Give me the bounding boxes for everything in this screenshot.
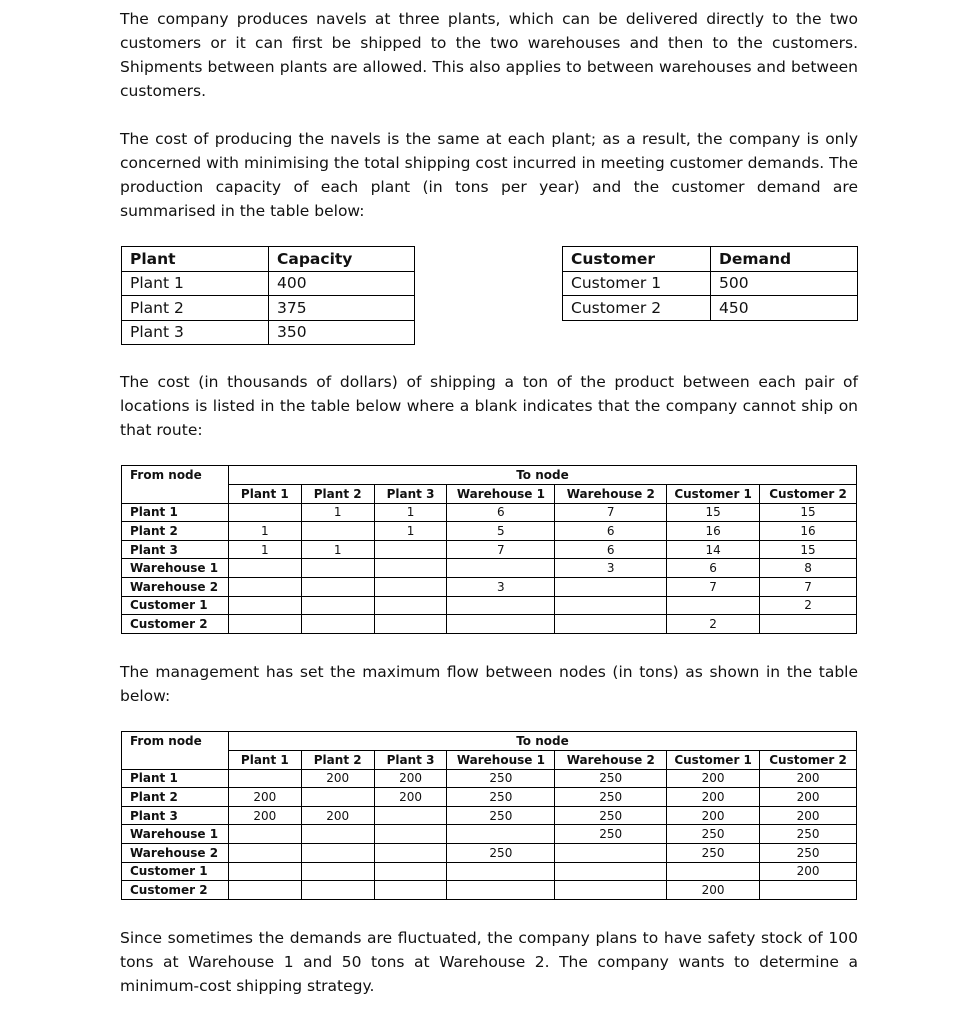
table-cell (374, 806, 447, 825)
table-cell: 200 (667, 769, 760, 788)
table-row (122, 540, 857, 559)
column-header: Customer 1 (667, 485, 760, 504)
table-header-row (563, 247, 858, 272)
table-cell: 1 (228, 540, 301, 559)
table-cell: 200 (667, 788, 760, 807)
table-cell: 200 (760, 806, 857, 825)
table-cell: 16 (760, 522, 857, 541)
table-cell: Plant 1 (122, 271, 269, 296)
table-row (122, 806, 857, 825)
table-cell (228, 559, 301, 578)
table-cell (228, 503, 301, 522)
table-cell: 6 (667, 559, 760, 578)
table-header-row (122, 485, 857, 504)
table-cell: 1 (374, 522, 447, 541)
row-header: Plant 1 (122, 503, 229, 522)
table-cell (301, 559, 374, 578)
shipping-cost-table (121, 465, 857, 634)
row-header: Warehouse 1 (122, 825, 229, 844)
table-cell: 6 (555, 540, 667, 559)
table-row (122, 769, 857, 788)
intro-paragraph: The company produces navels at three plants, which can be delivered directly to the two customers or it can first be shipped to the two warehouses and then to the customers. Shipments between plants are allowed. This also applies to between warehouses and between customers. (120, 10, 858, 100)
column-header: Plant 1 (228, 485, 301, 504)
shipping-cost-paragraph: The cost (in thousands of dollars) of shipping a ton of the product between each pair of locations is listed in the table below where a blank indicates that the company cannot ship on that route: (120, 373, 858, 439)
row-header: Plant 3 (122, 540, 229, 559)
table-row (122, 862, 857, 881)
table-cell (228, 615, 301, 634)
from-node-header: From node (122, 732, 229, 770)
table-header-row (122, 466, 857, 485)
table-cell (301, 788, 374, 807)
table-cell: 250 (447, 806, 555, 825)
table-cell: Plant 2 (122, 296, 269, 321)
table-cell: 200 (228, 788, 301, 807)
table-row (122, 320, 415, 345)
row-header: Warehouse 2 (122, 577, 229, 596)
row-header: Customer 2 (122, 881, 229, 900)
table-cell (447, 615, 555, 634)
capacity-table (121, 246, 415, 345)
table-cell: 250 (667, 843, 760, 862)
table-cell: 450 (711, 296, 858, 321)
table-cell: Plant 3 (122, 320, 269, 345)
table-cell: 7 (667, 577, 760, 596)
column-header: Plant 1 (228, 751, 301, 770)
table-cell (301, 615, 374, 634)
table-cell (667, 596, 760, 615)
table-cell (447, 559, 555, 578)
table-row (122, 788, 857, 807)
table-cell: 8 (760, 559, 857, 578)
row-header: Customer 2 (122, 615, 229, 634)
table-cell: 200 (667, 806, 760, 825)
column-header: Demand (711, 247, 858, 272)
table-cell (301, 843, 374, 862)
table-cell: 16 (667, 522, 760, 541)
row-header: Plant 1 (122, 769, 229, 788)
table-cell: 375 (269, 296, 415, 321)
table-header-row (122, 732, 857, 751)
table-cell (374, 881, 447, 900)
table-cell: 400 (269, 271, 415, 296)
table-row (122, 503, 857, 522)
table-cell (301, 577, 374, 596)
column-header: Plant 2 (301, 751, 374, 770)
column-header: Plant 2 (301, 485, 374, 504)
table-cell: 250 (555, 806, 667, 825)
table-cell: 250 (555, 825, 667, 844)
table-cell: 200 (374, 788, 447, 807)
row-header: Customer 1 (122, 862, 229, 881)
table-header-row (122, 247, 415, 272)
row-header: Warehouse 1 (122, 559, 229, 578)
table-row (122, 843, 857, 862)
table-cell (447, 825, 555, 844)
table-cell (374, 559, 447, 578)
column-header: Customer 2 (760, 751, 857, 770)
table-cell: 6 (447, 503, 555, 522)
table-cell: 15 (760, 503, 857, 522)
table-row (563, 296, 858, 321)
table-cell: 1 (228, 522, 301, 541)
table-cell (301, 881, 374, 900)
table-row (122, 825, 857, 844)
row-header: Warehouse 2 (122, 843, 229, 862)
table-cell: 15 (760, 540, 857, 559)
row-header: Customer 1 (122, 596, 229, 615)
table-cell (228, 596, 301, 615)
max-flow-paragraph: The management has set the maximum flow between nodes (in tons) as shown in the table below: (120, 663, 858, 705)
table-cell: Customer 2 (563, 296, 711, 321)
table-cell (228, 862, 301, 881)
column-header: Warehouse 2 (555, 485, 667, 504)
table-cell: 1 (301, 540, 374, 559)
table-cell: 250 (667, 825, 760, 844)
table-cell: 350 (269, 320, 415, 345)
table-cell: 200 (760, 788, 857, 807)
row-header: Plant 2 (122, 522, 229, 541)
table-cell (228, 577, 301, 596)
table-cell: Customer 1 (563, 271, 711, 296)
max-flow-table (121, 731, 857, 900)
column-header: Customer (563, 247, 711, 272)
column-header: Warehouse 1 (447, 485, 555, 504)
table-cell (555, 843, 667, 862)
column-header: Plant (122, 247, 269, 272)
table-cell: 7 (760, 577, 857, 596)
row-header: Plant 3 (122, 806, 229, 825)
column-header: Customer 1 (667, 751, 760, 770)
table-cell: 250 (555, 788, 667, 807)
table-cell (228, 881, 301, 900)
table-cell (555, 615, 667, 634)
to-node-header: To node (228, 732, 856, 751)
column-header: Capacity (269, 247, 415, 272)
table-cell: 5 (447, 522, 555, 541)
table-cell: 15 (667, 503, 760, 522)
table-cell: 200 (667, 881, 760, 900)
table-cell (374, 596, 447, 615)
table-header-row (122, 751, 857, 770)
table-row (122, 271, 415, 296)
table-cell: 14 (667, 540, 760, 559)
demand-table (562, 246, 858, 321)
from-node-header: From node (122, 466, 229, 504)
table-cell: 200 (374, 769, 447, 788)
table-row (122, 596, 857, 615)
table-cell (555, 577, 667, 596)
table-cell (374, 540, 447, 559)
safety-stock-paragraph: Since sometimes the demands are fluctuated, the company plans to have safety stock of 100 tons at Warehouse 1 and 50 tons at Warehouse 2. The company wants to determine a minimum-cost shipping strategy. (120, 929, 858, 995)
table-row (122, 296, 415, 321)
table-cell: 1 (374, 503, 447, 522)
table-cell (228, 825, 301, 844)
table-cell (374, 862, 447, 881)
table-cell (447, 596, 555, 615)
table-cell (301, 522, 374, 541)
table-cell (447, 881, 555, 900)
table-cell: 250 (760, 843, 857, 862)
to-node-header: To node (228, 466, 856, 485)
table-row (122, 577, 857, 596)
table-cell (447, 862, 555, 881)
table-cell (374, 615, 447, 634)
table-cell (760, 881, 857, 900)
table-cell: 200 (301, 806, 374, 825)
table-cell (760, 615, 857, 634)
table-cell: 2 (760, 596, 857, 615)
column-header: Plant 3 (374, 485, 447, 504)
table-cell: 2 (667, 615, 760, 634)
cost-equal-paragraph: The cost of producing the navels is the same at each plant; as a result, the company is only concerned with minimising the total shipping cost incurred in meeting customer demands. The production capacity of each plant (in tons per year) and the customer demand are summarised in the table below: (120, 130, 858, 220)
row-header: Plant 2 (122, 788, 229, 807)
table-cell: 250 (760, 825, 857, 844)
table-cell: 200 (760, 769, 857, 788)
column-header: Plant 3 (374, 751, 447, 770)
table-cell: 6 (555, 522, 667, 541)
table-row (122, 522, 857, 541)
table-cell (555, 881, 667, 900)
table-cell (228, 843, 301, 862)
table-cell (555, 862, 667, 881)
table-cell (667, 862, 760, 881)
table-cell: 200 (228, 806, 301, 825)
table-row (122, 881, 857, 900)
table-cell (301, 596, 374, 615)
table-cell (555, 596, 667, 615)
table-row (122, 615, 857, 634)
table-cell (374, 843, 447, 862)
table-row (122, 559, 857, 578)
table-cell: 250 (447, 788, 555, 807)
table-cell: 3 (555, 559, 667, 578)
table-cell: 7 (447, 540, 555, 559)
table-cell (228, 769, 301, 788)
table-cell: 3 (447, 577, 555, 596)
table-row (563, 271, 858, 296)
table-cell (301, 825, 374, 844)
table-cell: 500 (711, 271, 858, 296)
table-cell (374, 825, 447, 844)
column-header: Customer 2 (760, 485, 857, 504)
column-header: Warehouse 2 (555, 751, 667, 770)
table-cell: 200 (760, 862, 857, 881)
table-cell: 250 (447, 843, 555, 862)
table-cell: 200 (301, 769, 374, 788)
column-header: Warehouse 1 (447, 751, 555, 770)
table-cell: 1 (301, 503, 374, 522)
table-cell (301, 862, 374, 881)
table-cell: 7 (555, 503, 667, 522)
table-cell (374, 577, 447, 596)
table-cell: 250 (555, 769, 667, 788)
table-cell: 250 (447, 769, 555, 788)
